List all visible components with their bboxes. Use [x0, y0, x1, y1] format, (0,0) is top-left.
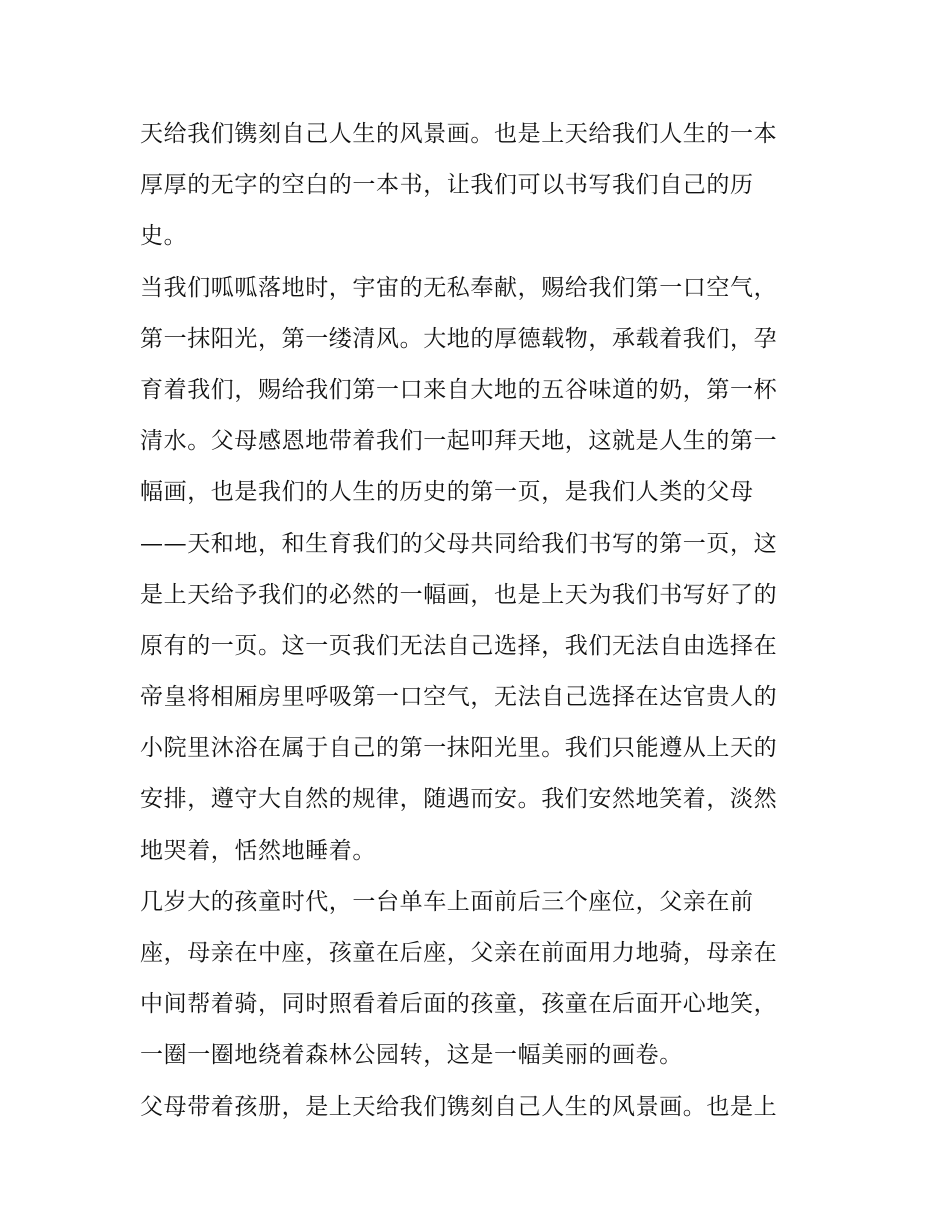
text-line: 是上天给予我们的必然的一幅画，也是上天为我们书写好了的 [140, 581, 778, 608]
paragraph-2 [140, 263, 812, 877]
text-line: 原有的一页。这一页我们无法自己选择，我们无法自由选择在 [140, 632, 778, 659]
text-line: ——天和地，和生育我们的父母共同给我们书写的第一页，这 [140, 530, 778, 557]
text-line: 几岁大的孩童时代，一台单车上面前后三个座位，父亲在前 [140, 888, 754, 915]
text-line: 小院里沐浴在属于自己的第一抹阳光里。我们只能遵从上天的 [140, 735, 778, 762]
text-line: 幅画，也是我们的人生的历史的第一页，是我们人类的父母 [140, 479, 754, 506]
text-line: 厚厚的无字的空白的一本书，让我们可以书写我们自己的历 [140, 172, 754, 199]
text-line: 第一抹阳光，第一缕清风。大地的厚德载物，承载着我们，孕 [140, 325, 778, 352]
text-line: 史。 [140, 223, 188, 250]
document-body [140, 109, 812, 1133]
text-line: 父母带着孩册，是上天给我们镌刻自己人生的风景画。也是上 [140, 1093, 778, 1120]
text-line: 天给我们镌刻自己人生的风景画。也是上天给我们人生的一本 [140, 121, 778, 147]
text-line: 安排，遵守大自然的规律，随遇而安。我们安然地笑着，淡然 [140, 786, 778, 813]
text-line: 中间帮着骑，同时照看着后面的孩童，孩童在后面开心地笑， [140, 991, 778, 1018]
text-line: 当我们呱呱落地时，宇宙的无私奉献，赐给我们第一口空气， [140, 274, 778, 301]
paragraph-3 [140, 877, 812, 1082]
paragraph-1 [140, 109, 812, 263]
text-line: 清水。父母感恩地带着我们一起叩拜天地，这就是人生的第一 [140, 428, 778, 455]
paragraph-4 [140, 1082, 812, 1133]
text-line: 帝皇将相厢房里呼吸第一口空气，无法自己选择在达官贵人的 [140, 684, 778, 711]
text-line: 座，母亲在中座，孩童在后座，父亲在前面用力地骑，母亲在 [140, 940, 778, 966]
text-line: 一圈一圈地绕着森林公园转，这是一幅美丽的画卷。 [140, 1042, 683, 1069]
text-line: 育着我们，赐给我们第一口来自大地的五谷味道的奶，第一杯 [140, 376, 778, 403]
text-line: 地哭着，恬然地睡着。 [140, 837, 376, 864]
